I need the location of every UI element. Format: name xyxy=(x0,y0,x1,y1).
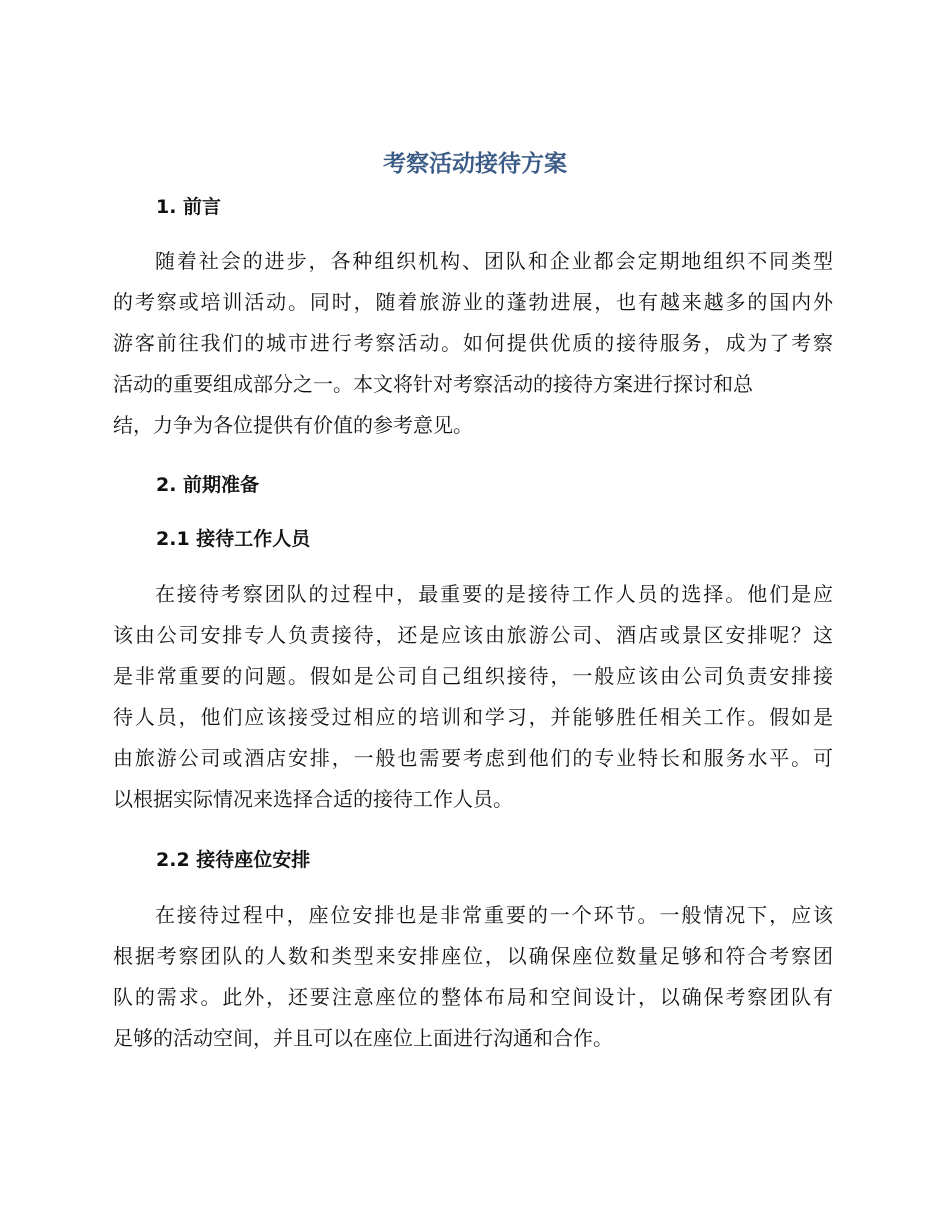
paragraph-line: 的考察或培训活动。同时，随着旅游业的蓬勃进展，也有越来越多的国内外 xyxy=(113,290,833,314)
section-paragraph-staff xyxy=(113,574,833,820)
section-paragraph-seating xyxy=(113,895,833,1059)
section-paragraph-preface xyxy=(113,241,833,446)
paragraph-line: 活动的重要组成部分之一。本文将针对考察活动的接待方案进行探讨和总 xyxy=(113,372,753,396)
paragraph-line: 根据考察团队的人数和类型来安排座位，以确保座位数量足够和符合考察团 xyxy=(113,944,833,968)
paragraph-line: 在接待考察团队的过程中，最重要的是接待工作人员的选择。他们是应 xyxy=(155,582,833,606)
paragraph-line: 该由公司安排专人负责接待，还是应该由旅游公司、酒店或景区安排呢？这 xyxy=(113,623,833,647)
paragraph-line: 由旅游公司或酒店安排，一般也需要考虑到他们的专业特长和服务水平。可 xyxy=(113,746,833,770)
paragraph-line: 足够的活动空间，并且可以在座位上面进行沟通和合作。 xyxy=(113,1026,613,1050)
section-heading-preface: 1. 前言 xyxy=(156,196,222,218)
paragraph-line: 是非常重要的问题。假如是公司自己组织接待，一般应该由公司负责安排接 xyxy=(113,664,833,688)
section-heading-preparation: 2. 前期准备 xyxy=(156,474,260,496)
paragraph-line: 以根据实际情况来选择合适的接待工作人员。 xyxy=(113,787,513,811)
paragraph-line: 待人员，他们应该接受过相应的培训和学习，并能够胜任相关工作。假如是 xyxy=(113,705,833,729)
section-heading-staff: 2.1 接待工作人员 xyxy=(156,528,311,550)
section-heading-seating: 2.2 接待座位安排 xyxy=(156,849,311,871)
paragraph-line: 队的需求。此外，还要注意座位的整体布局和空间设计，以确保考察团队有 xyxy=(113,985,833,1009)
document-title: 考察活动接待方案 xyxy=(383,151,567,177)
paragraph-line: 结，力争为各位提供有价值的参考意见。 xyxy=(113,413,473,437)
paragraph-line: 游客前往我们的城市进行考察活动。如何提供优质的接待服务，成为了考察 xyxy=(113,331,833,355)
paragraph-line: 在接待过程中，座位安排也是非常重要的一个环节。一般情况下，应该 xyxy=(155,903,833,927)
paragraph-line: 随着社会的进步，各种组织机构、团队和企业都会定期地组织不同类型 xyxy=(155,249,833,273)
